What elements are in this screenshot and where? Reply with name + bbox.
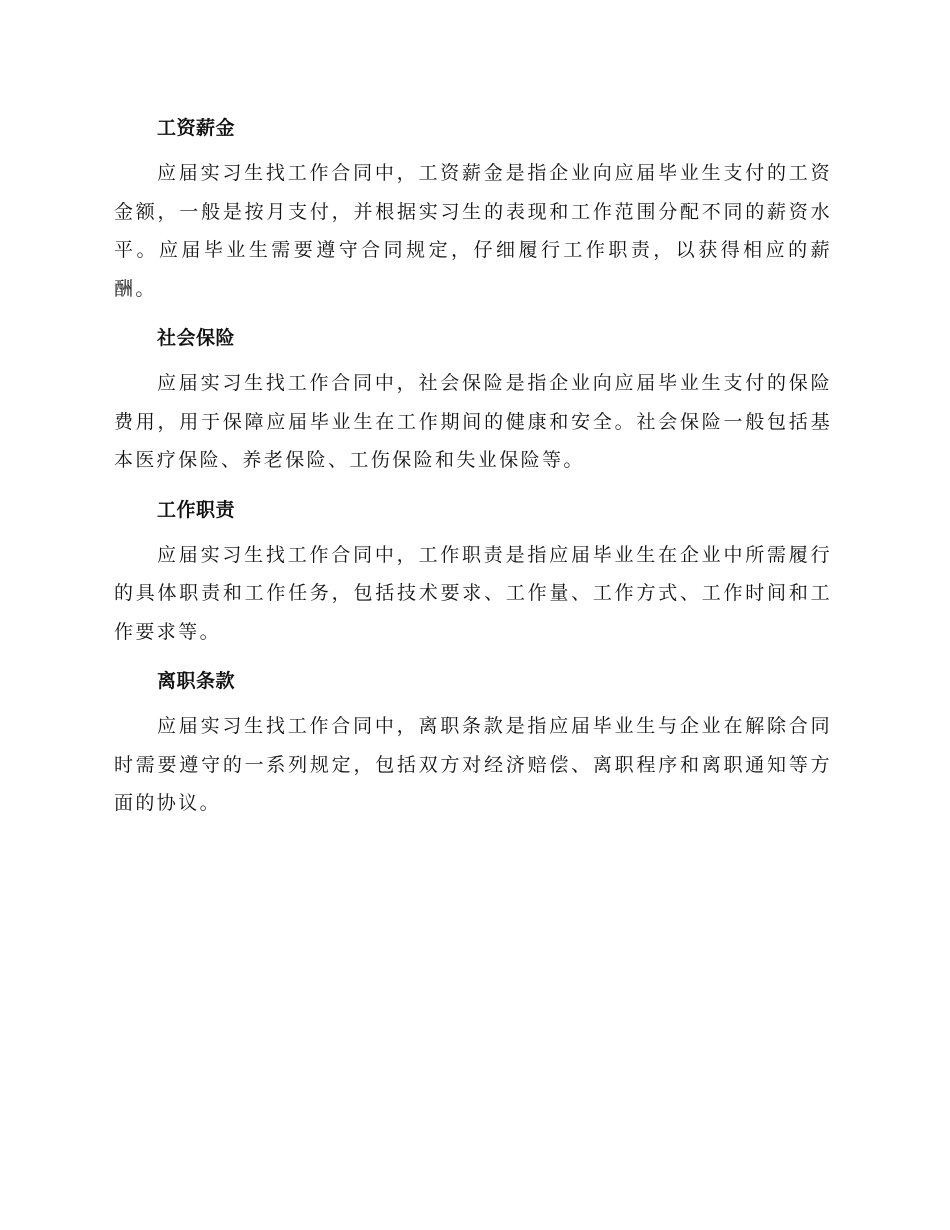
section-social-insurance <box>114 318 832 480</box>
section-heading: 工资薪金 <box>157 117 236 139</box>
section-paragraph: 应届实习生找工作合同中，工作职责是指应届毕业生在企业中所需履行的具体职责和工作任务，包括技术要求、工作量、工作方式、工作时间和工作要求等。 <box>114 543 832 643</box>
section-heading: 社会保险 <box>157 327 236 349</box>
section-paragraph: 应届实习生找工作合同中，离职条款是指应届毕业生与企业在解除合同时需要遵守的一系列规定，包括双方对经济赔偿、离职程序和离职通知等方面的协议。 <box>114 715 832 814</box>
section-resignation-terms <box>114 661 832 823</box>
section-salary <box>114 108 832 308</box>
document-content <box>114 108 832 823</box>
section-paragraph: 应届实习生找工作合同中，工资薪金是指企业向应届毕业生支付的工资金额，一般是按月支付，并根据实习生的表现和工作范围分配不同的薪资水平。应届毕业生需要遵守合同规定，仔细履行工作职责，以获得相应的薪酬。 <box>114 162 832 300</box>
section-paragraph: 应届实习生找工作合同中，社会保险是指企业向应届毕业生支付的保险费用，用于保障应届毕业生在工作期间的健康和安全。社会保险一般包括基本医疗保险、养老保险、工伤保险和失业保险等。 <box>114 372 832 471</box>
section-job-duties <box>114 490 832 652</box>
section-heading: 工作职责 <box>157 498 236 521</box>
section-heading: 离职条款 <box>157 670 236 692</box>
